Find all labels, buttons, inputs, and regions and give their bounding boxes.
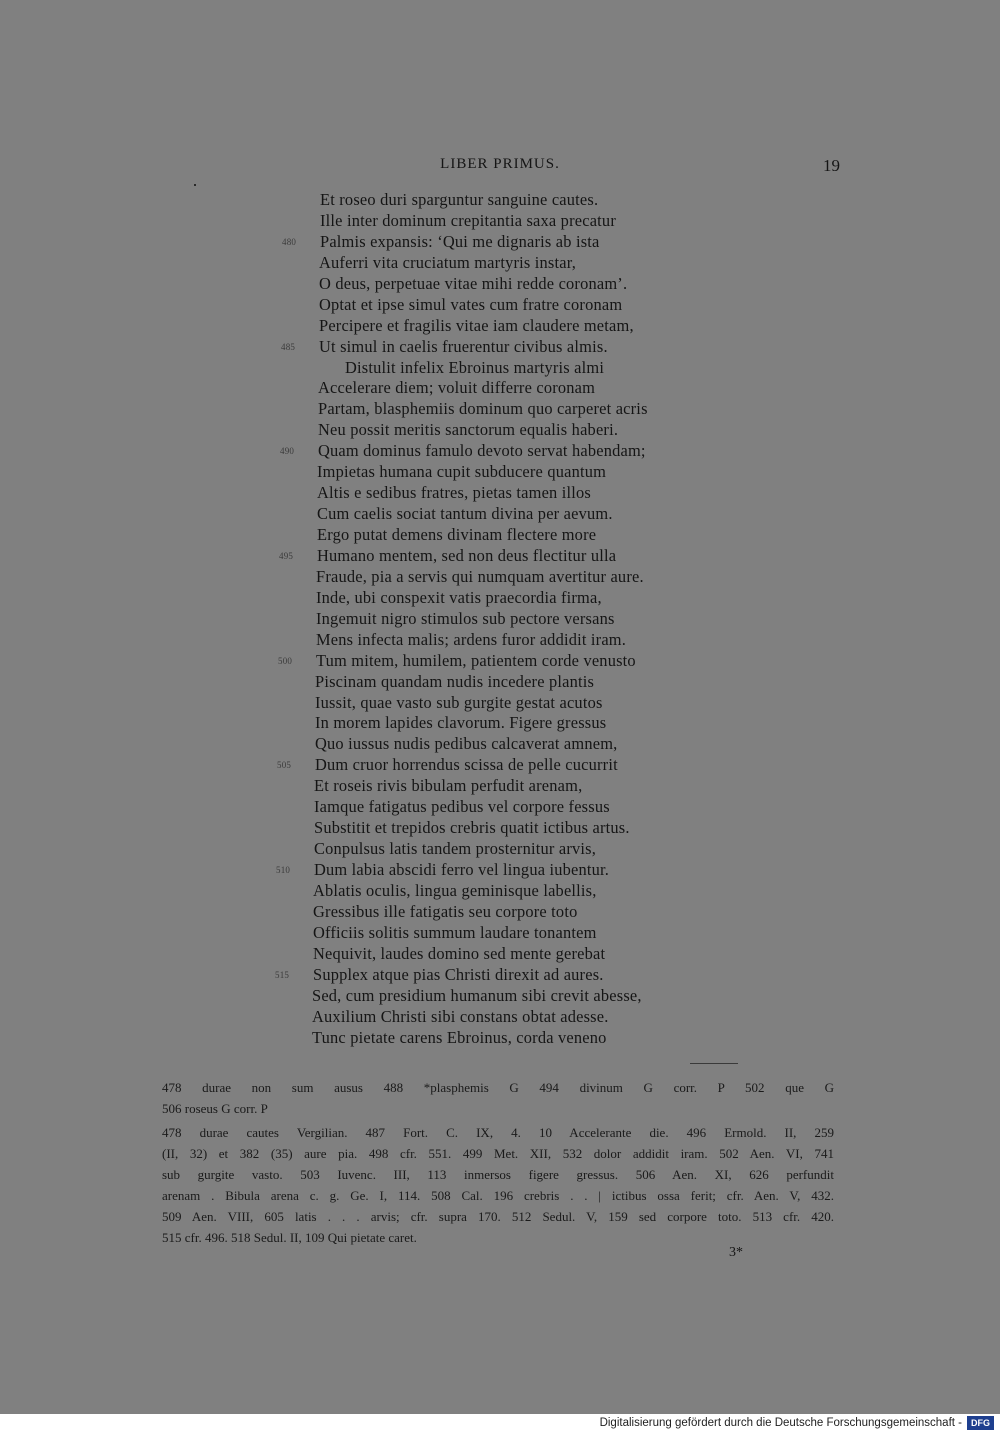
running-head: LIBER PRIMUS. [440, 156, 560, 172]
verse-text: Percipere et fragilis vitae iam claudere metam, [319, 315, 634, 335]
verse-text: Neu possit meritis sanctorum equalis haberi. [318, 420, 619, 440]
footer-credit: Digitalisierung gefördert durch die Deutsche Forschungsgemeinschaft - [599, 1417, 962, 1429]
verse-line [0, 316, 1000, 337]
line-number: 485 [281, 341, 296, 352]
line-number: 495 [279, 550, 294, 561]
verse-text: Partam, blasphemiis dominum quo carperet acris [318, 399, 648, 419]
verse-line [0, 567, 1000, 588]
verse-text: O deus, perpetuae vitae mihi redde coronam’. [319, 273, 628, 293]
verse-text: Tum mitem, humilem, patientem corde venusto [316, 650, 636, 670]
verse-text: Altis e sedibus fratres, pietas tamen illos [317, 483, 591, 503]
page-number: 19 [823, 156, 840, 175]
verse-text: Auxilium Christi sibi constans obtat adesse. [312, 1006, 609, 1026]
verse-text: Distulit infelix Ebroinus martyris almi [345, 357, 605, 377]
verse-line [0, 337, 1000, 358]
line-number: 500 [278, 655, 293, 666]
verse-line [0, 441, 1000, 462]
verse-text: In morem lapides clavorum. Figere gressus [315, 713, 607, 733]
verse-line [0, 1007, 1000, 1028]
verse-line [0, 923, 1000, 944]
footnote-rule [690, 1063, 738, 1064]
verse-text: Humano mentem, sed non deus flectitur ulla [317, 545, 617, 565]
verse-text: Ingemuit nigro stimulos sub pectore versans [316, 608, 615, 628]
verse-text: Gressibus ille fatigatis seu corpore toto [313, 901, 578, 921]
verse-line [0, 713, 1000, 734]
verse-line [0, 190, 1000, 211]
line-number: 510 [276, 865, 291, 875]
verse-line [0, 651, 1000, 672]
verse-text: Palmis expansis: ‘Qui me dignaris ab ista [320, 231, 600, 251]
verse-text: Accelerare diem; voluit differre coronam [318, 378, 596, 398]
verse-text: Conpulsus latis tandem prosternitur arvis, [314, 839, 596, 859]
dfg-logo: DFG [967, 1416, 994, 1430]
verse-text: Cum caelis sociat tantum divina per aevum. [317, 504, 613, 524]
verse-text: Et roseo duri sparguntur sanguine cautes. [320, 190, 599, 209]
verse-text: Ut simul in caelis fruerentur civibus almis. [319, 336, 608, 356]
verse-line [0, 965, 1000, 986]
verse-text: Tunc pietate carens Ebroinus, corda veneno [312, 1027, 607, 1047]
apparatus-fontium [162, 1122, 834, 1248]
verse-line [0, 483, 1000, 504]
verse-text: Auferri vita cruciatum martyris instar, [319, 252, 577, 272]
verse-line [0, 588, 1000, 609]
verse-text: Supplex atque pias Christi direxit ad aures. [313, 964, 604, 984]
verse-text: Ablatis oculis, lingua geminisque labellis, [313, 880, 597, 900]
line-number: 490 [280, 446, 295, 457]
verse-text: Dum labia abscidi ferro vel lingua iubentur. [314, 860, 610, 879]
verse-text: Inde, ubi conspexit vatis praecordia firma, [316, 587, 602, 607]
verse-text: Nequivit, laudes domino sed mente gerebat [313, 943, 606, 963]
verse-text: Dum cruor horrendus scissa de pelle cucurrit [315, 755, 618, 775]
line-number: 480 [282, 236, 297, 247]
verse-text: Substitit et trepidos crebris quatit ictibus artus. [314, 818, 630, 838]
verse-line [0, 1028, 1000, 1049]
verse-line [0, 295, 1000, 316]
verse-line [0, 734, 1000, 755]
apparatus-line: 515 cfr. 496. 518 Sedul. II, 109 Qui pietate caret. [162, 1230, 417, 1245]
apparatus-line: 478 durae cautes Vergilian. 487 Fort. C. IX, 4. 10 Accelerante die. 496 Ermold. II, 259 [162, 1125, 834, 1140]
verse-text: Et roseis rivis bibulam perfudit arenam, [314, 776, 583, 796]
verse-line [0, 860, 1000, 881]
verse-text: Quo iussus nudis pedibus calcaverat amnem, [315, 734, 618, 754]
signature-mark: 3* [729, 1245, 743, 1260]
line-number: 515 [275, 969, 290, 980]
verse-text: Ille inter dominum crepitantia saxa precatur [320, 210, 616, 230]
verse-line [0, 630, 1000, 651]
verse-line [0, 462, 1000, 483]
verse-text: Piscinam quandam nudis incedere plantis [315, 671, 595, 691]
verse-line [0, 881, 1000, 902]
verse-text: Sed, cum presidium humanum sibi crevit abesse, [312, 985, 642, 1005]
verse-line [0, 399, 1000, 420]
apparatus-line: arenam . Bibula arena c. g. Ge. I, 114. 508 Cal. 196 crebris . . | ictibus ossa ferit; cfr. Aen. V, 432. [162, 1188, 834, 1203]
footer-bar [0, 1414, 1000, 1434]
line-number: 505 [277, 760, 292, 771]
stray-ink-mark [194, 184, 196, 186]
verse-text: Optat et ipse simul vates cum fratre coronam [319, 294, 623, 314]
verse-block [0, 190, 1000, 1048]
verse-line [0, 525, 1000, 546]
verse-line [0, 420, 1000, 441]
verse-line [0, 358, 1000, 379]
apparatus-line: sub gurgite vasto. 503 Iuvenc. III, 113 inmersos figere gressus. 506 Aen. XI, 626 perfundit [162, 1167, 834, 1182]
verse-line [0, 839, 1000, 860]
verse-line [0, 504, 1000, 525]
verse-line [0, 232, 1000, 253]
verse-text: Officiis solitis summum laudare tonantem [313, 922, 597, 942]
verse-text: Iussit, quae vasto sub gurgite gestat acutos [315, 692, 603, 712]
verse-line [0, 944, 1000, 965]
verse-text: Ergo putat demens divinam flectere more [317, 525, 597, 544]
verse-line [0, 253, 1000, 274]
verse-text: Impietas humana cupit subducere quantum [317, 462, 607, 482]
apparatus-criticus [162, 1077, 834, 1119]
verse-text: Iamque fatigatus pedibus vel corpore fessus [314, 797, 610, 817]
verse-line [0, 211, 1000, 232]
verse-text: Fraude, pia a servis qui numquam avertitur aure. [316, 566, 644, 586]
apparatus-line: 478 durae non sum ausus 488 *plasphemis G 494 divinum G corr. P 502 que G [162, 1080, 834, 1095]
verse-line [0, 818, 1000, 839]
verse-line [0, 776, 1000, 797]
verse-line [0, 755, 1000, 776]
verse-line [0, 609, 1000, 630]
verse-line [0, 797, 1000, 818]
apparatus-line: 509 Aen. VIII, 605 latis . . . arvis; cfr. supra 170. 512 Sedul. V, 159 sed corpore toto. 513 cfr. 420. [162, 1209, 834, 1224]
verse-line [0, 274, 1000, 295]
verse-line [0, 546, 1000, 567]
verse-line [0, 902, 1000, 923]
verse-line [0, 378, 1000, 399]
apparatus-line: (II, 32) et 382 (35) aure pia. 498 cfr. 551. 499 Met. XII, 532 dolor addidit iram. 502 Aen. VI, 741 [162, 1146, 834, 1161]
verse-line [0, 672, 1000, 693]
verse-line [0, 693, 1000, 714]
verse-text: Mens infecta malis; ardens furor addidit iram. [316, 629, 627, 649]
verse-line [0, 986, 1000, 1007]
verse-text: Quam dominus famulo devoto servat habendam; [318, 441, 646, 461]
apparatus-line: 506 roseus G corr. P [162, 1101, 268, 1116]
